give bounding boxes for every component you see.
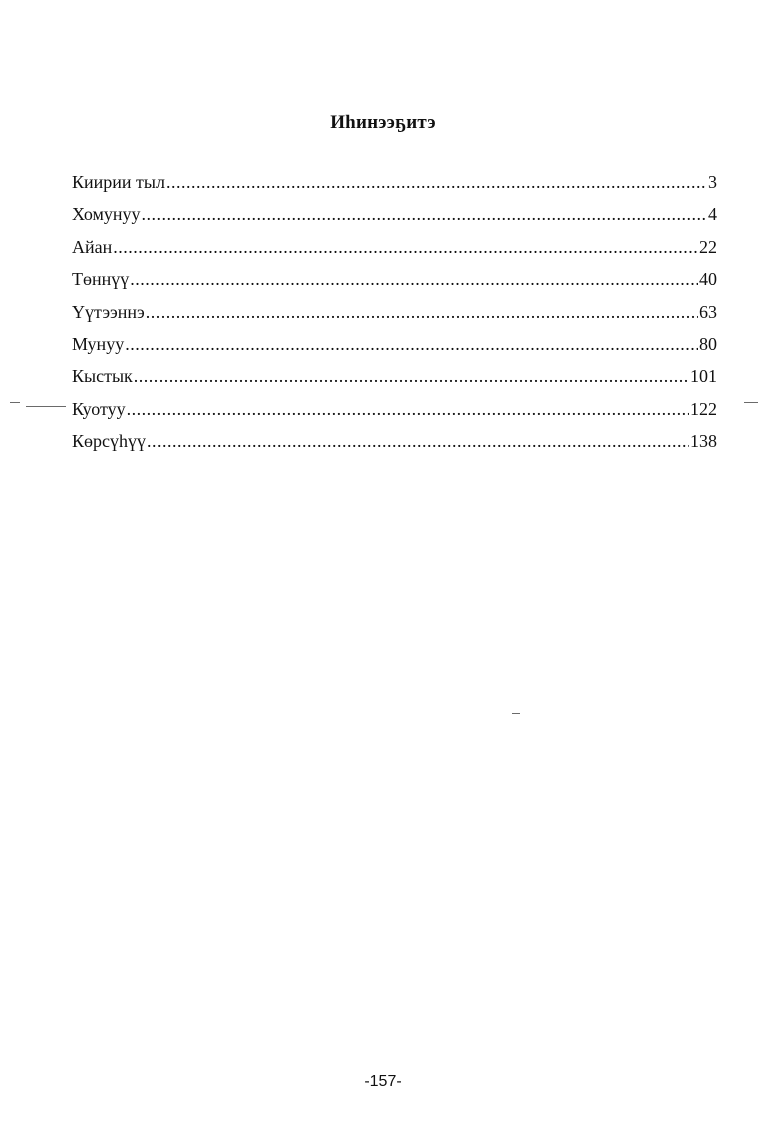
toc-entry: [72, 328, 717, 360]
toc-entry-page: 63: [699, 301, 717, 322]
toc-entry-page: 101: [690, 366, 717, 387]
toc-entry: [72, 231, 717, 263]
toc-leader-dots: [113, 231, 698, 263]
toc-entry-page: 4: [708, 204, 717, 225]
toc-entry-page: 80: [699, 333, 717, 354]
toc-entry-label: Хомунуу: [72, 204, 141, 225]
scan-artifact-mark: [744, 402, 758, 403]
scan-artifact-mark: [10, 402, 20, 403]
scan-artifact-mark: [26, 406, 66, 407]
toc-leader-dots: [146, 296, 698, 328]
toc-leader-dots: [134, 360, 689, 392]
toc-leader-dots: [125, 328, 698, 360]
toc-entry-label: Киирии тыл: [72, 172, 165, 192]
toc-entry-label: Төннүү: [72, 269, 130, 290]
toc-entry-label: Үүтээннэ: [72, 301, 145, 322]
toc-entry: [72, 296, 717, 328]
toc-title: Иһинээҕитэ: [330, 112, 436, 133]
toc-leader-dots: [147, 425, 689, 457]
toc-entry-page: 122: [690, 398, 717, 419]
page-number: -157-: [364, 1073, 402, 1090]
toc-entry: [72, 166, 717, 198]
toc-entry-label: Мунуу: [72, 333, 125, 354]
toc-leader-dots: [130, 263, 698, 295]
toc-entry: [72, 263, 717, 295]
toc-entry-page: 40: [699, 269, 717, 290]
toc-entry: [72, 198, 717, 230]
toc-entry-label: Куотуу: [72, 398, 126, 419]
toc-entry-page: 22: [699, 236, 717, 257]
toc-entry: [72, 393, 717, 425]
toc-entry-page: 3: [708, 172, 717, 192]
toc-entry: [72, 360, 717, 392]
toc-leader-dots: [166, 166, 707, 198]
toc-entry-label: Айан: [72, 236, 113, 257]
toc-leader-dots: [127, 393, 689, 425]
toc-entry-page: 138: [690, 431, 717, 452]
toc-entry: [72, 425, 717, 457]
toc-leader-dots: [142, 198, 707, 230]
table-of-contents: [72, 166, 717, 458]
toc-entry-label: Көрсүһүү: [72, 431, 146, 452]
toc-entry-label: Кыстык: [72, 366, 133, 387]
scan-artifact-mark: [512, 713, 520, 714]
